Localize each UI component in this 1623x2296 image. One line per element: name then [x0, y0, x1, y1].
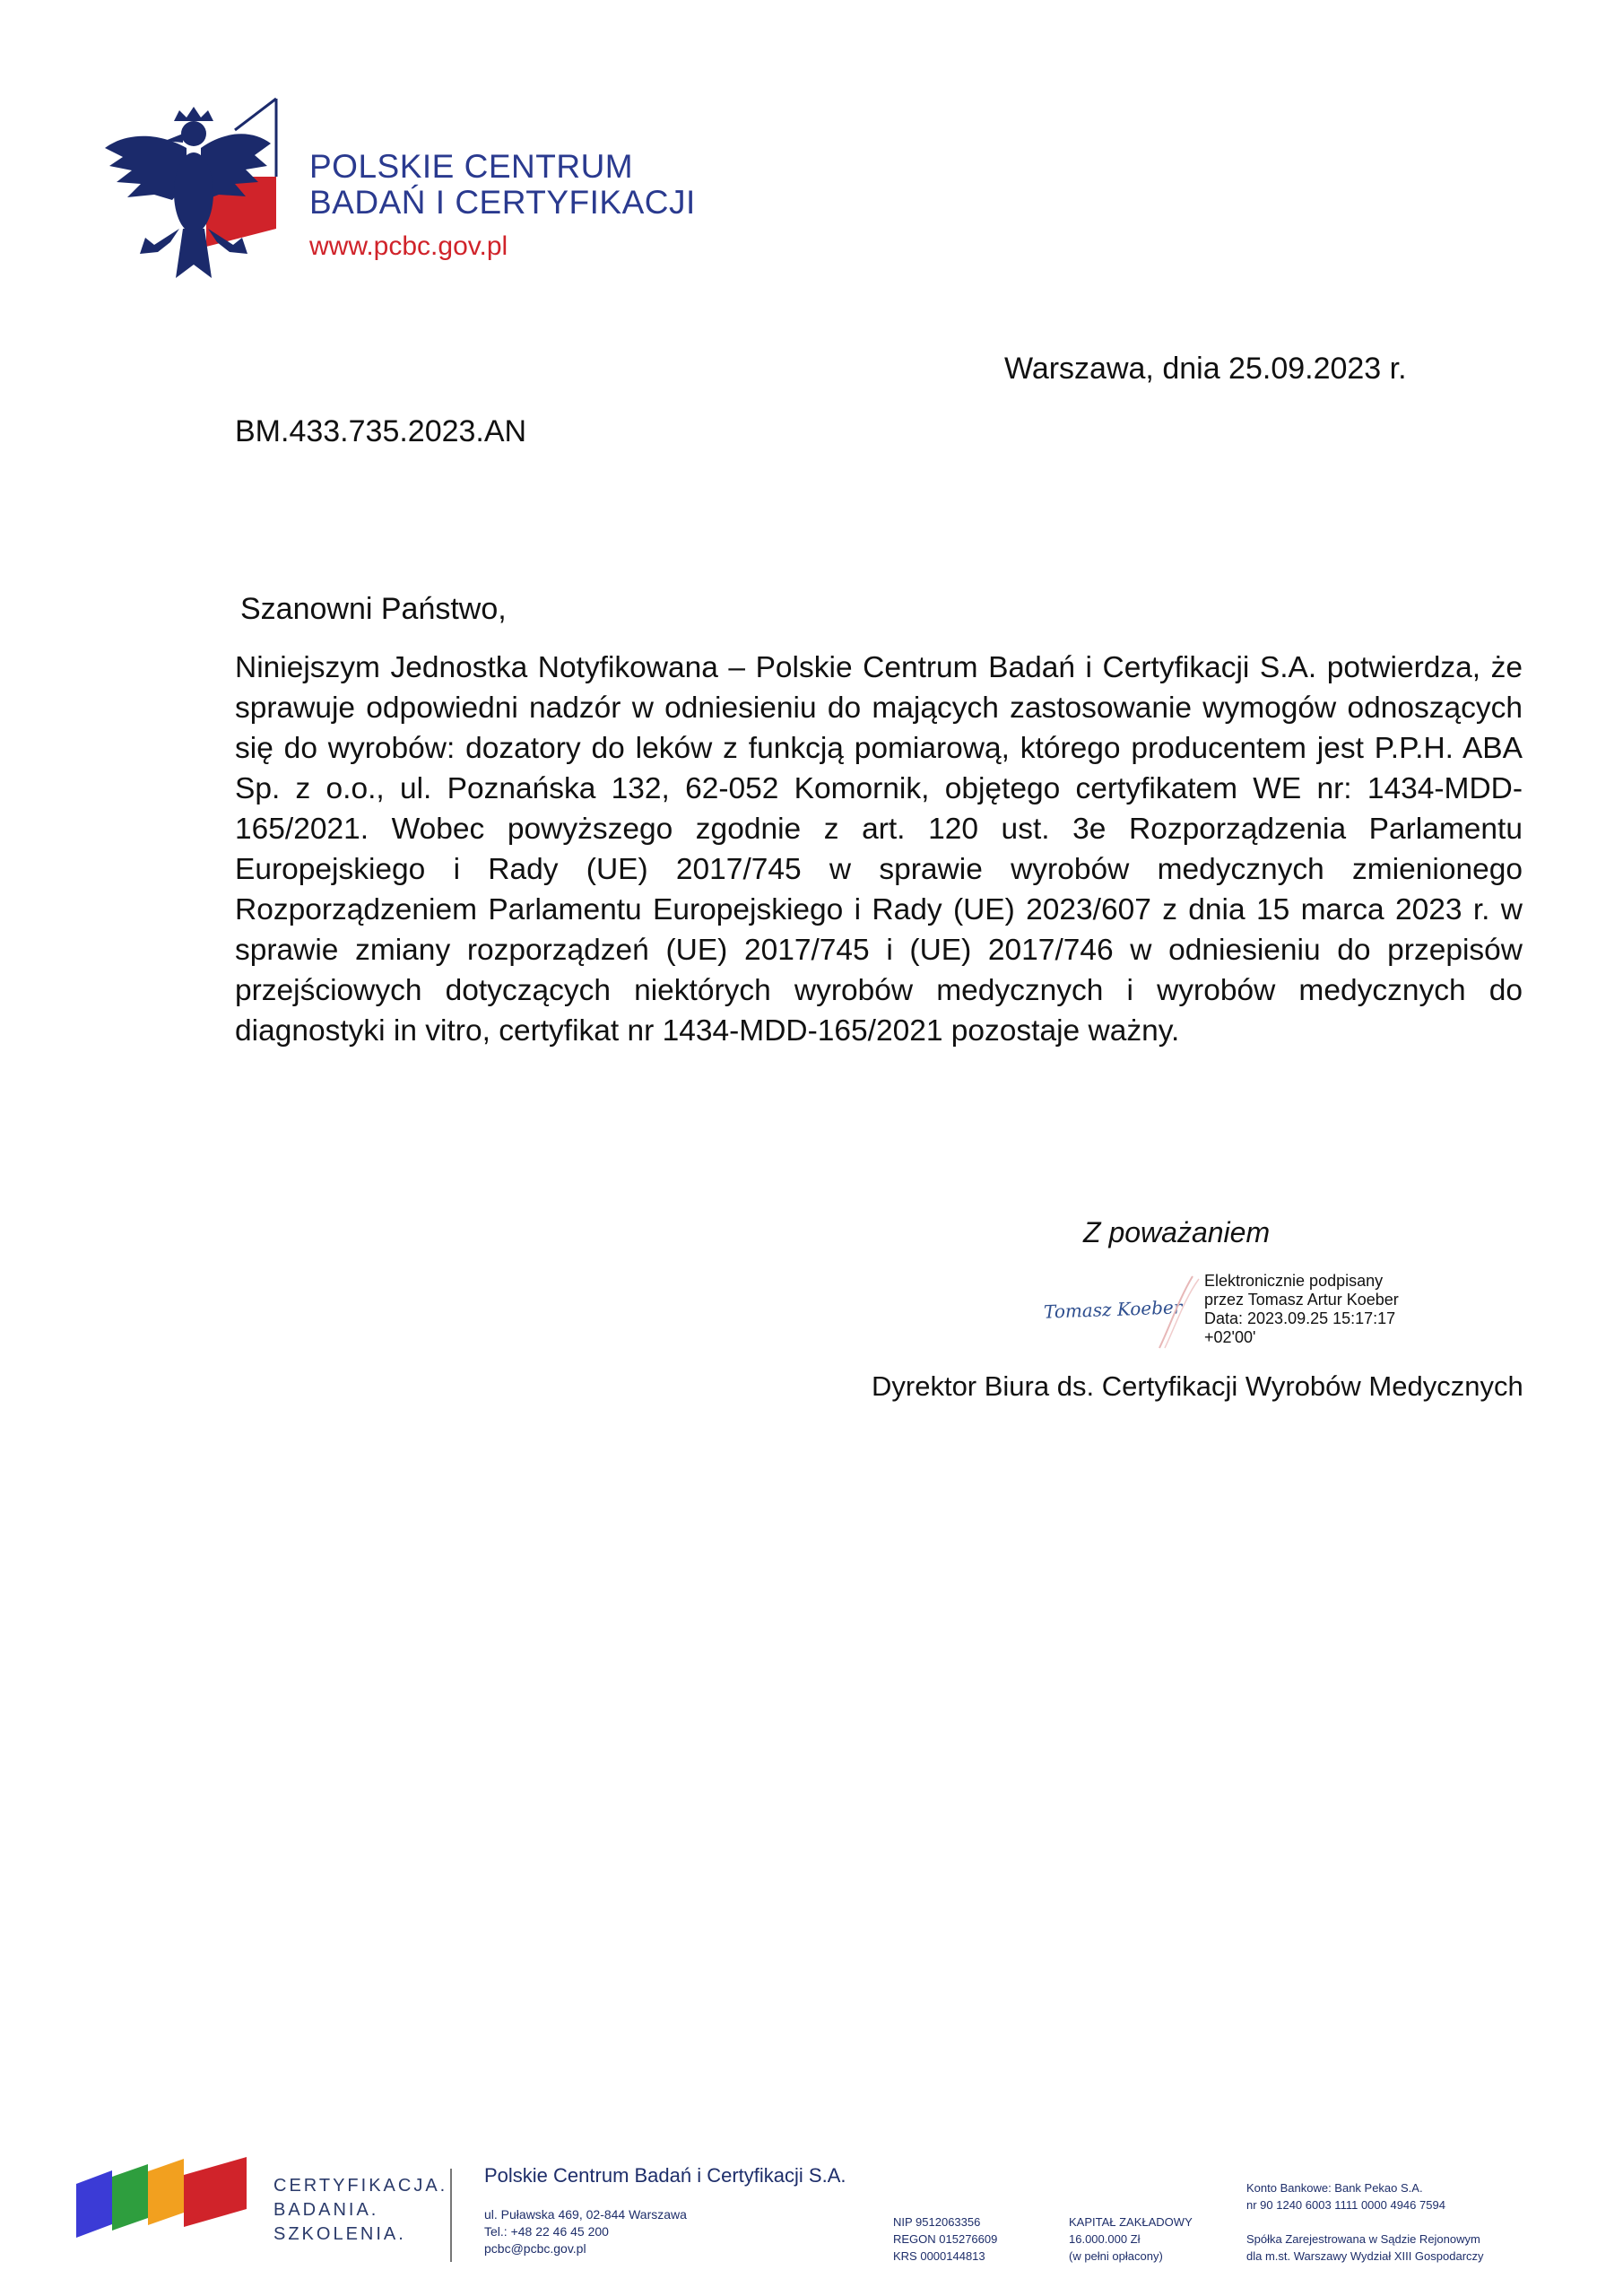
- organization-name: POLSKIE CENTRUM BADAŃ I CERTYFIKACJI: [309, 148, 696, 221]
- color-stripes-logo-icon: [76, 2157, 247, 2238]
- footer-email-link[interactable]: pcbc@pcbc.gov.pl: [484, 2241, 586, 2256]
- e-signature-line: Elektronicznie podpisany: [1204, 1272, 1384, 1290]
- electronic-signature-block: [1204, 1272, 1399, 1347]
- closing: Z poważaniem: [1083, 1216, 1271, 1248]
- footer-divider: [450, 2169, 452, 2262]
- signatory-position: Dyrektor Biura ds. Certyfikacji Wyrobów Medycznych: [872, 1370, 1523, 1402]
- footer-bank-info: Konto Bankowe: Bank Pekao S.A. nr 90 1240 6003 1111 0000 4946 7594 Spółka Zarejestrowana w Sądzie Rejonowym dla m.st. Warszawy Wydział XIII Gospodarczy: [1246, 2181, 1484, 2263]
- e-signature-line: Data: 2023.09.25 15:17:17: [1204, 1309, 1396, 1327]
- e-signature-line: +02'00': [1204, 1328, 1256, 1346]
- handwritten-signature: Tomasz Koeber: [1043, 1296, 1183, 1323]
- signature-mark-icon: [1152, 1272, 1206, 1352]
- eagle-logo-icon: [100, 94, 280, 287]
- reference-number: BM.433.735.2023.AN: [235, 414, 527, 448]
- e-signature-line: przez Tomasz Artur Koeber: [1204, 1291, 1399, 1309]
- organization-url[interactable]: www.pcbc.gov.pl: [309, 231, 508, 261]
- letter-body: Niniejszym Jednostka Notyfikowana – Polskie Centrum Badań i Certyfikacji S.A. potwierdza, że sprawuje odpowiedni nadzór w odniesieniu do mających zastosowanie wymogów odnoszących się do wyrobów: dozatory do leków z funkcją pomiarową, którego producentem jest P.P.H. ABA Sp. z o.o., ul. Poznańska 132, 62-052 Komornik, objętego certyfikatem WE nr: 1434-MDD-165/2021. Wobec powyższego zgodnie z art. 120 ust. 3e Rozporządzenia Parlamentu Europejskiego i Rady (UE) 2017/745 w sprawie wyrobów medycznych zmienionego Rozporządzeniem Parlamentu Europejskiego i Rady (UE) 2023/607 z dnia 15 marca 2023 r. w sprawie zmiany rozporządzeń (UE) 2017/745 i (UE) 2017/746 w odniesieniu do przepisów przejściowych dotyczących niektórych wyrobów medycznych i wyrobów medycznych do diagnostyki in vitro, certyfikat nr 1434-MDD-165/2021 pozostaje ważny.: [235, 651, 1523, 1048]
- footer-registry: NIP 9512063356 REGON 015276609 KRS 0000144813: [893, 2215, 998, 2263]
- footer-tagline: CERTYFIKACJA. BADANIA. SZKOLENIA.: [273, 2176, 448, 2244]
- footer-capital: KAPITAŁ ZAKŁADOWY 16.000.000 Zł (w pełni opłacony): [1069, 2215, 1193, 2263]
- footer-company-name: Polskie Centrum Badań i Certyfikacji S.A.: [484, 2164, 846, 2187]
- footer-address: ul. Puławska 469, 02-844 Warszawa Tel.: +48 22 46 45 200 pcbc@pcbc.gov.pl: [484, 2207, 687, 2256]
- letter-date: Warszawa, dnia 25.09.2023 r.: [1004, 352, 1407, 386]
- greeting: Szanowni Państwo,: [240, 592, 507, 626]
